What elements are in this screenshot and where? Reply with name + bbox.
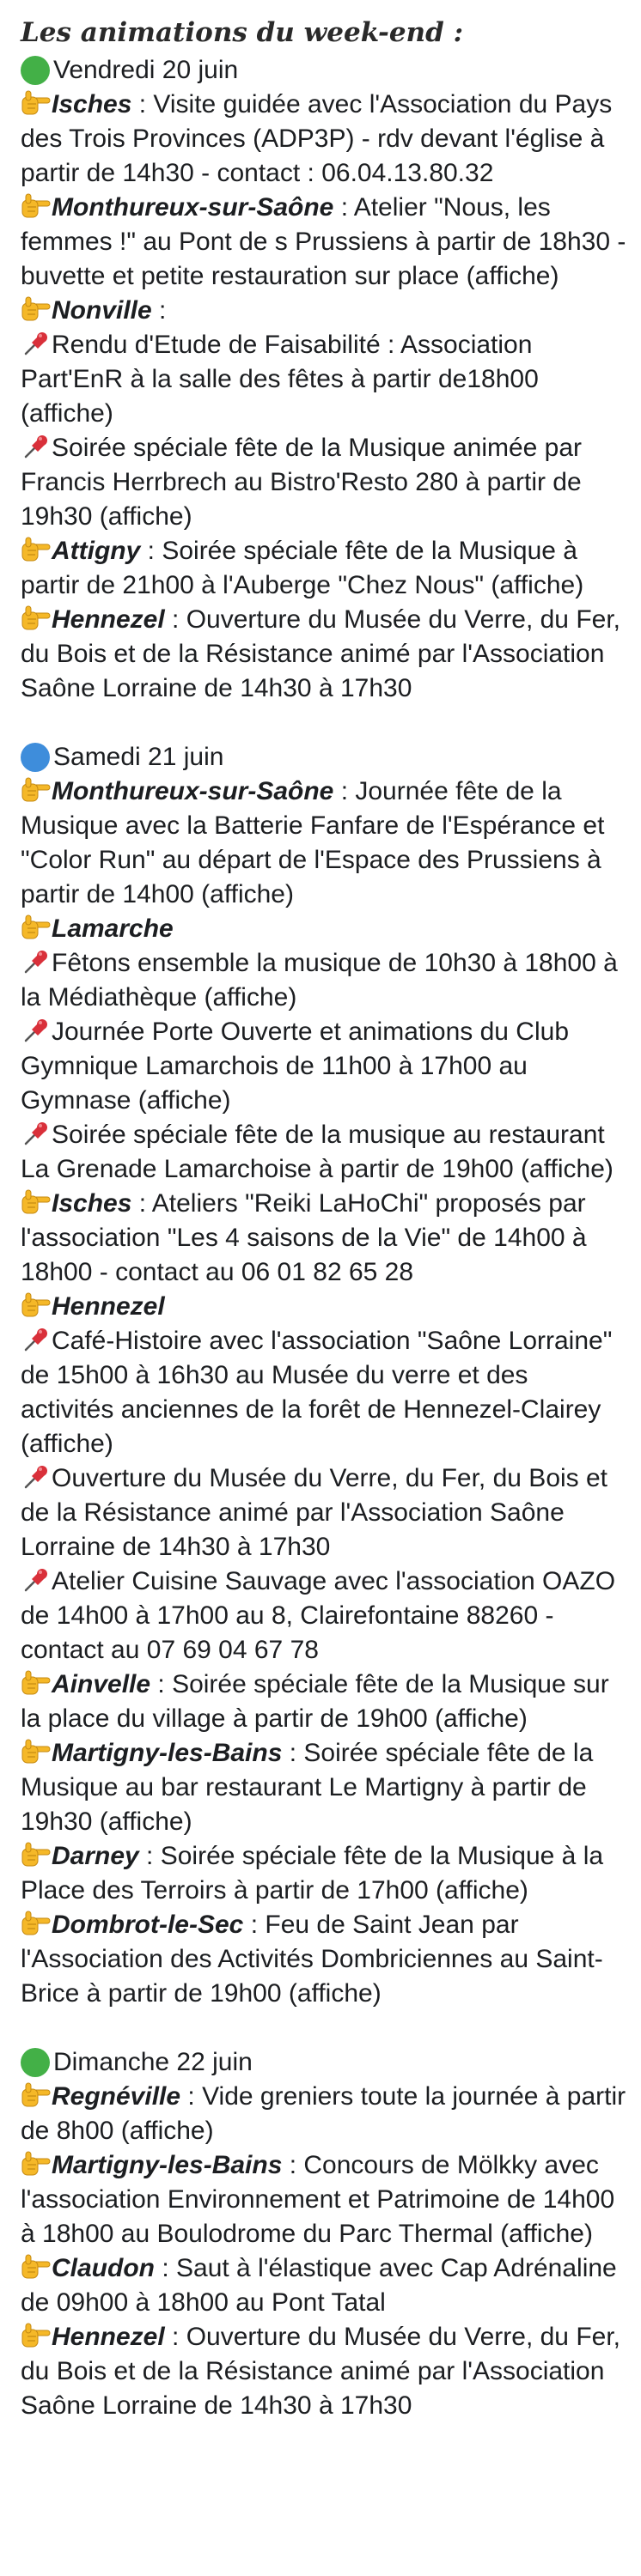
day-heading: [21, 740, 627, 775]
event-description: : Visite guidée avec l'Association du Pays des Trois Provinces (ADP3P) - rdv devant l'église à partir de 14h30 - contact : 06.04.13.80.32: [21, 90, 613, 187]
village-name: Nonville: [52, 296, 152, 325]
pushpin-icon: [21, 1327, 52, 1352]
pointing-hand-icon: [21, 2151, 52, 2177]
pointing-hand-icon: [21, 90, 52, 116]
day-circle-icon: [21, 2048, 50, 2077]
pointing-hand-icon: [21, 1739, 52, 1765]
day-label: Samedi 21 juin: [53, 743, 224, 771]
village-name: Ainvelle: [52, 1670, 151, 1698]
village-name: Isches: [52, 1189, 132, 1218]
sub-event-entry: [21, 431, 627, 534]
event-entry: [21, 2251, 627, 2320]
event-description: : Soirée spéciale fête de la Musique à la Place des Terroirs à partir de 17h00 (affiche): [21, 1842, 604, 1905]
day-circle-icon: [21, 56, 50, 85]
village-name: Lamarche: [52, 914, 174, 943]
sub-event-description: Fêtons ensemble la musique de 10h30 à 18h00 à la Médiathèque (affiche): [21, 949, 618, 1012]
event-description: : Concours de Mölkky avec l'association Environnement et Patrimoine de 14h00 à 18h00 au Boulodrome du Parc Thermal (affiche): [21, 2151, 615, 2248]
event-entry: [21, 1736, 627, 1839]
pointing-hand-icon: [21, 1189, 52, 1215]
sub-event-entry: [21, 1118, 627, 1187]
pointing-hand-icon: [21, 777, 52, 803]
event-entry: [21, 1668, 627, 1736]
pointing-hand-icon: [21, 914, 52, 940]
event-description: : Soirée spéciale fête de la Musique au bar restaurant Le Martigny à partir de 19h30 (affiche): [21, 1739, 594, 1836]
pointing-hand-icon: [21, 193, 52, 219]
day-sections: [21, 53, 627, 2423]
event-description: : Soirée spéciale fête de la Musique sur la place du village à partir de 19h00 (affiche): [21, 1670, 609, 1733]
day-heading: [21, 53, 627, 88]
village-name: Dombrot-le-Sec: [52, 1911, 244, 1939]
village-name: Hennezel: [52, 1292, 165, 1321]
day-label: Vendredi 20 juin: [53, 56, 239, 84]
day-section: [21, 2045, 627, 2423]
event-entry: [21, 294, 627, 328]
village-name: Martigny-les-Bains: [52, 1739, 283, 1767]
sub-event-entry: [21, 328, 627, 431]
village-name: Monthureux-sur-Saône: [52, 777, 334, 805]
event-entry: [21, 2320, 627, 2423]
sub-event-entry: [21, 1461, 627, 1564]
section-spacer: [21, 2011, 627, 2045]
event-description: : Ouverture du Musée du Verre, du Fer, du Bois et de la Résistance animé par l'Association Saône Lorraine de 14h30 à 17h30: [21, 2323, 620, 2420]
pointing-hand-icon: [21, 1842, 52, 1868]
village-name: Martigny-les-Bains: [52, 2151, 283, 2179]
event-entry: [21, 1908, 627, 2011]
pushpin-icon: [21, 434, 52, 459]
event-description: : Soirée spéciale fête de la Musique à partir de 21h00 à l'Auberge "Chez Nous" (affiche): [21, 537, 584, 599]
sub-event-description: Café-Histoire avec l'association "Saône Lorraine" de 15h00 à 16h30 au Musée du verre et des activités anciennes de la forêt de Hennezel-Clairey (affiche): [21, 1327, 613, 1458]
event-description: : Atelier "Nous, les femmes !" au Pont de s Prussiens à partir de 18h30 - buvette et petite restauration sur place (affiche): [21, 193, 626, 290]
sub-event-description: Journée Porte Ouverte et animations du Club Gymnique Lamarchois de 11h00 à 17h00 au Gymnase (affiche): [21, 1018, 570, 1115]
event-description: :: [151, 296, 167, 325]
event-description: : Vide greniers toute la journée à partir de 8h00 (affiche): [21, 2082, 626, 2145]
pointing-hand-icon: [21, 1670, 52, 1696]
sub-event-entry: [21, 1015, 627, 1118]
day-section: [21, 740, 627, 2011]
pointing-hand-icon: [21, 2254, 52, 2280]
event-description: : Ateliers "Reiki LaHoChi" proposés par l'association "Les 4 saisons de la Vie" de 14h00 à 18h00 - contact au 06 01 82 65 28: [21, 1189, 587, 1286]
village-name: Darney: [52, 1842, 139, 1870]
pushpin-icon: [21, 1567, 52, 1593]
pointing-hand-icon: [21, 2323, 52, 2348]
event-entry: [21, 912, 627, 946]
event-entry: [21, 88, 627, 191]
pointing-hand-icon: [21, 1292, 52, 1318]
sub-event-description: Atelier Cuisine Sauvage avec l'association OAZO de 14h00 à 17h00 au 8, Clairefontaine 88260 - contact au 07 69 04 67 78: [21, 1567, 616, 1664]
event-entry: [21, 1839, 627, 1908]
event-entry: [21, 603, 627, 706]
pointing-hand-icon: [21, 1911, 52, 1936]
sub-event-entry: [21, 946, 627, 1015]
event-entry: [21, 534, 627, 603]
pointing-hand-icon: [21, 537, 52, 562]
day-section: [21, 53, 627, 706]
pointing-hand-icon: [21, 2082, 52, 2108]
village-name: Hennezel: [52, 605, 165, 634]
village-name: Hennezel: [52, 2323, 165, 2351]
event-description: : Saut à l'élastique avec Cap Adrénaline de 09h00 à 18h00 au Pont Tatal: [21, 2254, 617, 2317]
village-name: Claudon: [52, 2254, 155, 2282]
pushpin-icon: [21, 949, 52, 975]
village-name: Attigny: [52, 537, 141, 565]
village-name: Monthureux-sur-Saône: [52, 193, 334, 222]
post-heading: Les animations du week-end :: [21, 17, 464, 48]
event-entry: [21, 191, 627, 294]
pushpin-icon: [21, 1464, 52, 1490]
day-label: Dimanche 22 juin: [53, 2048, 253, 2076]
pointing-hand-icon: [21, 605, 52, 631]
sub-event-description: Ouverture du Musée du Verre, du Fer, du Bois et de la Résistance animé par l'Association Saône Lorraine de 14h30 à 17h30: [21, 1464, 608, 1561]
event-description: : Ouverture du Musée du Verre, du Fer, du Bois et de la Résistance animé par l'Association Saône Lorraine de 14h30 à 17h30: [21, 605, 620, 702]
pushpin-icon: [21, 331, 52, 356]
event-entry: [21, 2148, 627, 2251]
pushpin-icon: [21, 1121, 52, 1146]
village-name: Regnéville: [52, 2082, 181, 2111]
sub-event-description: Soirée spéciale fête de la Musique animée par Francis Herrbrech au Bistro'Resto 280 à partir de 19h30 (affiche): [21, 434, 583, 531]
event-description: : Journée fête de la Musique avec la Batterie Fanfare de l'Espérance et "Color Run" au départ de l'Espace des Prussiens à partir de 14h00 (affiche): [21, 777, 605, 908]
pushpin-icon: [21, 1018, 52, 1043]
sub-event-description: Rendu d'Etude de Faisabilité : Association Part'EnR à la salle des fêtes à partir de18h00 (affiche): [21, 331, 539, 428]
event-entry: [21, 1187, 627, 1290]
sub-event-entry: [21, 1564, 627, 1668]
pointing-hand-icon: [21, 296, 52, 322]
event-entry: [21, 2080, 627, 2148]
event-entry: [21, 1290, 627, 1324]
day-heading: [21, 2045, 627, 2080]
village-name: Isches: [52, 90, 132, 118]
sub-event-description: Soirée spéciale fête de la musique au restaurant La Grenade Lamarchoise à partir de 19h00 (affiche): [21, 1121, 614, 1183]
event-entry: [21, 775, 627, 912]
sub-event-entry: [21, 1324, 627, 1461]
day-circle-icon: [21, 743, 50, 772]
event-description: : Feu de Saint Jean par l'Association des Activités Dombriciennes au Saint-Brice à partir de 19h00 (affiche): [21, 1911, 603, 2008]
section-spacer: [21, 706, 627, 740]
